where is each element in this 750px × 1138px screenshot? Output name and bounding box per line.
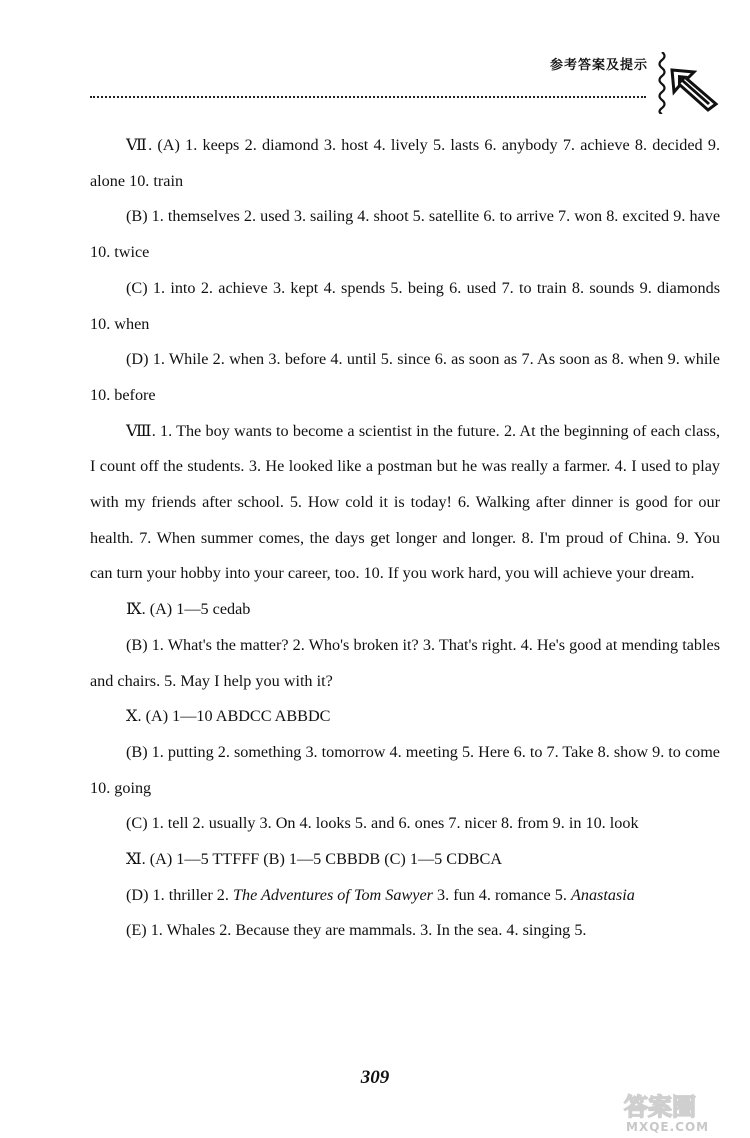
answer-section-xi-d [90, 878, 720, 914]
answer-section-x-b: (B) 1. putting 2. something 3. tomorrow 4. meeting 5. Here 6. to 7. Take 8. show 9. to come 10. going [90, 742, 720, 797]
header-title: 参考答案及提示 [549, 58, 648, 73]
section-d-part2: 3. fun 4. romance 5. [432, 885, 571, 904]
answer-section-vii-d: (D) 1. While 2. when 3. before 4. until 5. since 6. as soon as 7. As soon as 8. when 9. while 10. before [90, 350, 720, 404]
wavy-border-icon [656, 52, 668, 114]
page-number: 309 [360, 1067, 390, 1088]
answer-content [90, 128, 720, 949]
answer-section-x-c: (C) 1. tell 2. usually 3. On 4. looks 5. and 6. ones 7. nicer 8. from 9. in 10. look [126, 814, 639, 833]
answer-section-vii-a: Ⅶ. (A) 1. keeps 2. diamond 3. host 4. lively 5. lasts 6. anybody 7. achieve 8. decided 9. alone 10. train [90, 136, 720, 190]
character-name: Anastasia [570, 885, 635, 904]
answer-section-vii-b: (B) 1. themselves 2. used 3. sailing 4. shoot 5. satellite 6. to arrive 7. won 8. excited 9. have 10. twice [90, 207, 720, 262]
watermark-logo-icon [622, 1092, 734, 1120]
answer-section-vii-c: (C) 1. into 2. achieve 3. kept 4. spends 5. being 6. used 7. to train 8. sounds 9. diamonds 10. when [90, 278, 720, 333]
site-watermark [620, 1092, 738, 1132]
dotted-divider [90, 96, 646, 98]
answer-section-ix-a: Ⅸ. (A) 1—5 cedab [126, 600, 251, 619]
watermark-logo-text: 答案圈 [624, 1093, 696, 1120]
section-d-part1: (D) 1. thriller 2. [126, 885, 233, 904]
answer-section-ix-b: (B) 1. What's the matter? 2. Who's broken it? 3. That's right. 4. He's good at mending tables and chairs. 5. May I help you with it? [90, 635, 720, 690]
answer-section-x-a: Ⅹ. (A) 1—10 ABDCC ABBDC [126, 707, 331, 726]
watermark-text: MXQE.COM [626, 1120, 710, 1134]
answer-section-xi-abc: Ⅺ. (A) 1—5 TTFFF (B) 1—5 CBBDB (C) 1—5 CDBCA [126, 850, 503, 869]
book-title: The Adventures of Tom Sawyer [233, 885, 433, 904]
answer-section-viii: Ⅷ. 1. The boy wants to become a scientist in the future. 2. At the beginning of each class, I count off the students. 3. He looked like a postman but he was really a farmer. 4. I used to play with my friends after school. 5. How cold it is today! 6. Walking after dinner is good for our health. 7. When summer comes, the days get longer and longer. 8. I'm proud of China. 9. You can turn your hobby into your career, too. 10. If you work hard, you will achieve your dream. [90, 421, 720, 583]
page-header [90, 48, 730, 118]
arrow-up-left-icon [668, 66, 720, 112]
answer-section-xi-e: (E) 1. Whales 2. Because they are mammals. 3. In the sea. 4. singing 5. [126, 921, 587, 940]
